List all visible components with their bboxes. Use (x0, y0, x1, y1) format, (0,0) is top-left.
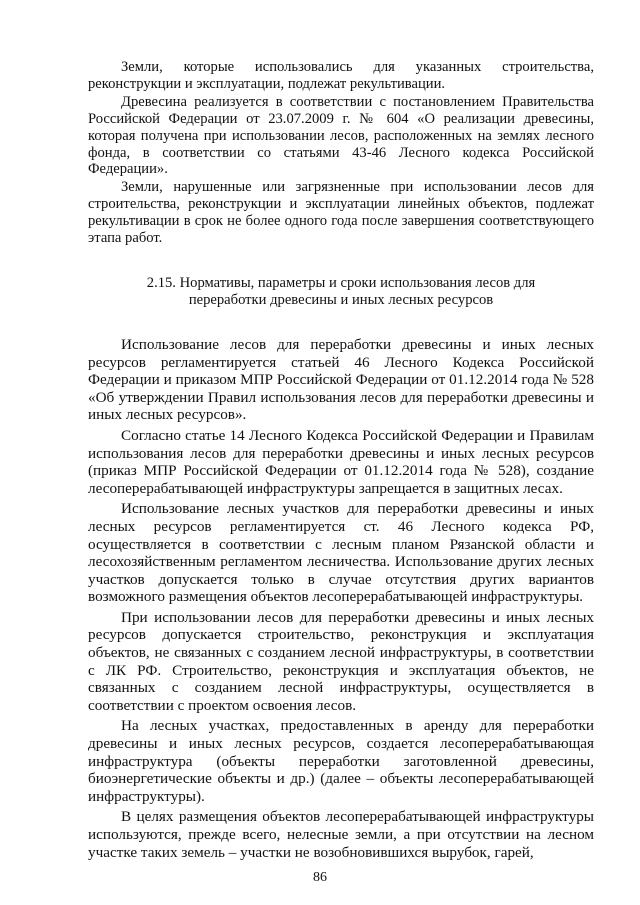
paragraph-regulation: Использование лесов для переработки древесины и иных лесных ресурсов регламентируется статьей 46 Лесного Кодекса Российской Федерации и приказом МПР Российской Федерации от 01.12.2014 года № 528 «Об утверждении Правил использования лесов для переработки древесины и иных лесных ресурсов». (88, 335, 594, 424)
paragraph-disturbed-land: Земли, нарушенные или загрязненные при использовании лесов для строительства, реконструкции и эксплуатации линейных объектов, подлежат рекультивации в срок не более одного года после завершения соответствующего этапа работ. (88, 179, 594, 247)
paragraph-article-14: Согласно статье 14 Лесного Кодекса Российской Федерации и Правилам использования лесов для переработки древесины и иных лесных ресурсов (приказ МПР Российской Федерации от 01.12.2014 года № 528), создание лесоперерабатывающей инфраструктуры запрещается в защитных лесах. (88, 426, 594, 497)
page-number: 86 (313, 870, 327, 885)
paragraph-construction: При использовании лесов для переработки древесины и иных лесных ресурсов допускается строительство, реконструкция и эксплуатация объектов, не связанных с созданием лесной инфраструктуры, в соответствии с ЛК РФ. Строительство, реконструкция и эксплуатация объектов, не связанных с созданием лесной инфраструктуры, осуществляется в соответствии с проектом освоения лесов. (88, 608, 594, 714)
paragraph-plots-usage: Использование лесных участков для переработки древесины и иных лесных ресурсов регламентируется ст. 46 Лесного кодекса РФ, осуществляется в соответствии с лесным планом Рязанской области и лесохозяйственным регламентом лесничества. Использование других лесных участков допускается только в случае отсутствия других вариантов возможного размещения объектов лесоперерабатывающей инфраструктуры. (88, 500, 594, 606)
paragraph-land-reclamation: Земли, которые использовались для указанных строительства, реконструкции и эксплуатации, подлежат рекультивации. (88, 59, 594, 92)
page-content (88, 58, 594, 861)
section-heading-line-2: переработки древесины и иных лесных ресурсов (188, 291, 494, 308)
paragraph-leased-plots: На лесных участках, предоставленных в аренду для переработки древесины и иных лесных ресурсов, создается лесоперерабатывающая инфраструктура (объекты переработки заготовленной древесины, биоэнергетические объекты и др.) (далее – объекты лесоперерабатывающей инфраструктуры). (88, 717, 594, 805)
section-heading (88, 275, 594, 309)
paragraph-timber-sale: Древесина реализуется в соответствии с постановлением Правительства Российской Федерации от 23.07.2009 г. № 604 «О реализации древесины, которая получена при использовании лесов, расположенных на землях лесного фонда, в соответствии со статьями 43-46 Лесного кодекса Российской Федерации». (88, 93, 594, 178)
paragraph-placement: В целях размещения объектов лесоперерабатывающей инфраструктуры используются, прежде всего, нелесные земли, а при отсутствии на лесном участке таких земель – участки не возобновившихся вырубок, гарей, (88, 808, 594, 861)
section-heading-line-1: 2.15. Нормативы, параметры и сроки использования лесов для (146, 274, 536, 291)
